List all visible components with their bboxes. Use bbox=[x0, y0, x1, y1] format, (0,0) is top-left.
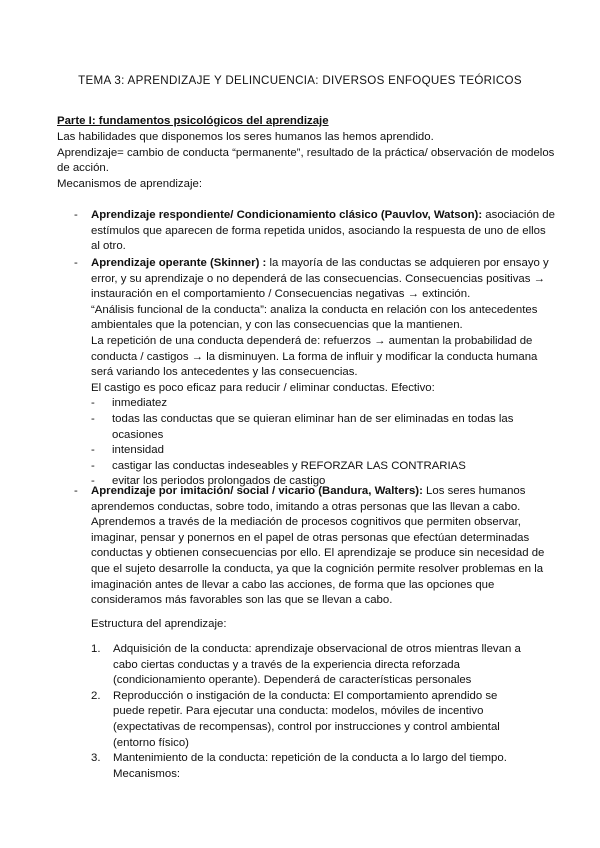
list-item-text: intensidad bbox=[112, 444, 164, 457]
structure-list bbox=[91, 642, 527, 782]
intro-line: Aprendizaje= cambio de conducta “permanente”, resultado de la práctica/ observación de modelos de acción. bbox=[57, 146, 555, 175]
bullet-dash: - bbox=[91, 444, 95, 457]
list-item-text: castigar las conductas indeseables y REFORZAR LAS CONTRARIAS bbox=[112, 459, 466, 472]
structure-label: Estructura del aprendizaje: bbox=[91, 618, 227, 630]
intro-paragraph bbox=[57, 130, 557, 192]
intro-line: Mecanismos de aprendizaje: bbox=[57, 177, 202, 190]
list-item-text: Adquisición de la conducta: aprendizaje observacional de otros mientras llevan a cabo ciertas conductas y a través de la experiencia directa reforzada (condicionamiento operante). Dependerá de características personales bbox=[113, 643, 521, 687]
operant-repetition: La repetición de una conducta dependerá de: refuerzos → aumentan la probabilidad de conducta / castigos → la disminuyen. La forma de influir y modificar la conducta humana será variando los antecedentes y las consecuencias. bbox=[91, 334, 538, 379]
operant-paragraph bbox=[74, 256, 556, 303]
respondent-paragraph bbox=[74, 208, 556, 255]
list-item bbox=[74, 396, 556, 412]
item-number: 1. bbox=[91, 643, 101, 655]
list-item-text: Mantenimiento de la conducta: repetición de la conducta a lo largo del tiempo. Mecanismos: bbox=[113, 752, 507, 780]
bullet-dash: - bbox=[74, 257, 78, 269]
bullet-dash: - bbox=[91, 412, 95, 425]
document-title: TEMA 3: APRENDIZAJE Y DELINCUENCIA: DIVERSOS ENFOQUES TEÓRICOS bbox=[78, 74, 522, 87]
imitation-text: Los seres humanos aprendemos conductas, sobre todo, imitando a otras personas que las llevan a cabo. Aprendemos a través de la mediación de procesos cognitivos que permiten observar, imaginar, pensar y ponernos en el papel de otras personas que efectúan determinadas conductas y obtienen consecuencias por ello. El aprendizaje se produce sin necesidad de que el sujeto desarrolle la conducta, ya que la cognición permite resolver problemas en la imaginación antes de llevar a cabo las acciones, de forma que las opciones que consideramos más favorables son las que se llevan a cabo. bbox=[91, 485, 545, 607]
respondent-term: Aprendizaje respondiente/ Condicionamiento clásico (Pauvlov, Watson): bbox=[91, 209, 483, 221]
operant-analysis: “Análisis funcional de la conducta”: analiza la conducta en relación con los antecedentes ambientales que la potencian, y con las consecuencias que la mantienen. bbox=[91, 303, 538, 332]
list-item bbox=[91, 642, 527, 689]
list-item-text: todas las conductas que se quieran eliminar han de ser eliminadas en todas las ocasiones bbox=[112, 412, 514, 441]
bullet-dash: - bbox=[74, 485, 78, 497]
item-number: 2. bbox=[91, 689, 101, 702]
list-item-text: evitar los periodos prolongados de castigo bbox=[112, 475, 326, 488]
operant-term: Aprendizaje operante (Skinner) : bbox=[91, 257, 267, 269]
imitation-term: Aprendizaje por imitación/ social / vicario (Bandura, Walters): bbox=[91, 485, 423, 497]
list-item bbox=[74, 443, 556, 459]
bullet-dash: - bbox=[91, 397, 95, 410]
list-item-text: Reproducción o instigación de la conducta: El comportamiento aprendido se puede repetir. Para ejecutar una conducta: modelos, móviles de incentivo (expectativas de recompensas), control por instrucciones y control ambiental (entorno físico) bbox=[113, 689, 500, 749]
section-heading: Parte I: fundamentos psicológicos del aprendizaje bbox=[57, 115, 329, 127]
list-item bbox=[74, 459, 556, 475]
bullet-dash: - bbox=[74, 209, 78, 221]
bullet-operant bbox=[74, 256, 556, 490]
bullet-imitation bbox=[74, 484, 556, 609]
bullet-respondent bbox=[74, 208, 556, 255]
list-item bbox=[91, 751, 527, 782]
bullet-dash: - bbox=[91, 459, 95, 472]
list-item-text: inmediatez bbox=[112, 397, 168, 410]
imitation-paragraph bbox=[74, 484, 556, 609]
item-number: 3. bbox=[91, 752, 101, 765]
operant-punishment: El castigo es poco eficaz para reducir / eliminar conductas. Efectivo: bbox=[91, 381, 435, 394]
operant-text: la mayoría de las conductas se adquieren por ensayo y error, y su aprendizaje o no dependerá de las consecuencias. Consecuencias positivas → instauración en el comportamiento / Consecuencias negativas → extinción. bbox=[91, 257, 549, 301]
intro-line: Las habilidades que disponemos los seres humanos las hemos aprendido. bbox=[57, 131, 434, 143]
effective-list bbox=[74, 396, 556, 490]
respondent-text: asociación de estímulos que aparecen de forma repetida unidos, asociando la respuesta de uno de ellos al otro. bbox=[91, 209, 555, 253]
bullet-dash: - bbox=[91, 475, 95, 488]
list-item bbox=[74, 412, 556, 443]
list-item bbox=[91, 689, 527, 751]
